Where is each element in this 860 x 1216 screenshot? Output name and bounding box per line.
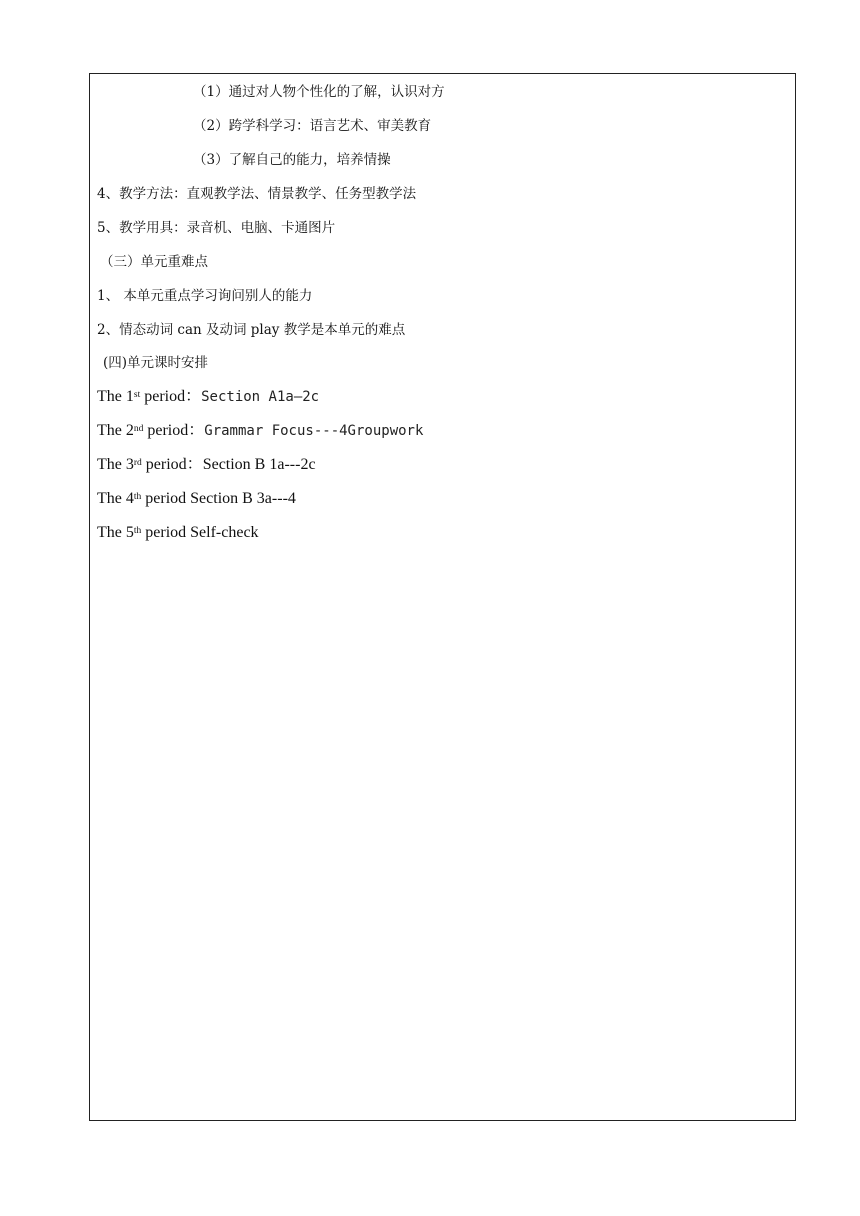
period-3: [97, 455, 316, 475]
period-1-ordinal: st: [133, 390, 141, 400]
period-4-label: period Section B 3a---4: [141, 490, 296, 507]
period-5-label: period Self-check: [141, 524, 259, 541]
period-5-prefix: The 5: [97, 524, 134, 541]
objective-1: （1）通过对人物个性化的了解，认识对方: [193, 84, 445, 100]
key-points-heading: （三）单元重难点: [100, 254, 208, 270]
period-4-ordinal: th: [133, 492, 142, 502]
period-1-prefix: The 1: [97, 388, 134, 405]
objective-2: （2）跨学科学习：语言艺术、审美教育: [193, 118, 432, 134]
period-1: [97, 387, 319, 407]
period-5: [97, 523, 259, 543]
period-5-ordinal: th: [133, 526, 142, 536]
period-3-prefix: The 3: [97, 456, 134, 473]
period-2-content: Grammar Focus---4Groupwork: [204, 423, 424, 439]
key-point-2: 2、情态动词 can 及动词 play 教学是本单元的难点: [97, 322, 406, 338]
teaching-tools: 5、教学用具：录音机、电脑、卡通图片: [97, 220, 336, 236]
key-point-1: 1、 本单元重点学习询问别人的能力: [97, 288, 313, 304]
period-3-label: period：: [141, 456, 203, 473]
period-3-ordinal: rd: [133, 458, 142, 468]
period-4: [97, 489, 296, 509]
period-3-content: Section B 1a---2c: [202, 456, 316, 473]
period-1-label: period：: [140, 388, 202, 405]
period-2: [97, 421, 423, 441]
period-4-prefix: The 4: [97, 490, 134, 507]
period-2-prefix: The 2: [97, 422, 134, 439]
schedule-heading: (四)单元课时安排: [103, 355, 209, 371]
period-2-ordinal: nd: [133, 424, 144, 434]
period-2-label: period：: [143, 422, 205, 439]
objective-3: （3）了解自己的能力，培养情操: [193, 152, 391, 168]
teaching-methods: 4、教学方法：直观教学法、情景教学、任务型教学法: [97, 186, 417, 202]
period-1-content: Section A1a—2c: [201, 389, 320, 405]
